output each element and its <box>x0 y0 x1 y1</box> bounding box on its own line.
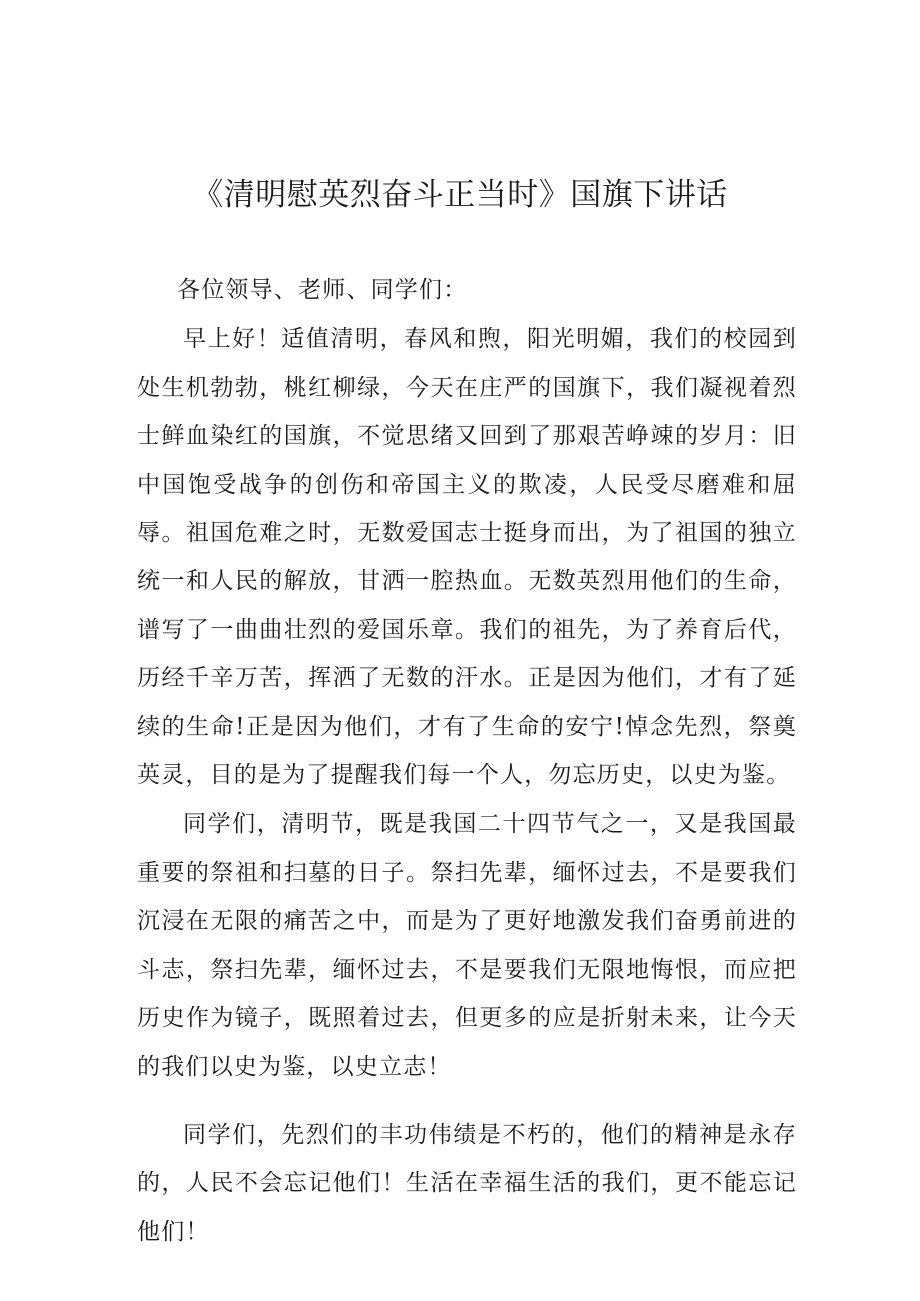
document-body <box>137 266 797 1256</box>
paragraph-3: 同学们，先烈们的丰功伟绩是不朽的，他们的精神是永存的，人民不会忘记他们！生活在幸福生活的我们，更不能忘记他们！ <box>137 1121 797 1245</box>
paragraph-1: 早上好！适值清明，春风和煦，阳光明媚，我们的校园到处生机勃勃，桃红柳绿，今天在庄严的国旗下，我们凝视着烈士鲜血染红的国旗，不觉思绪又回到了那艰苦峥竦的岁月：旧中国饱受战争的创伤和帝国主义的欺凌，人民受尽磨难和屈辱。祖国危难之时，无数爱国志士挺身而出，为了祖国的独立统一和人民的解放，甘洒一腔热血。无数英烈用他们的生命，谱写了一曲曲壮烈的爱国乐章。我们的祖先，为了养育后代，历经千辛万苦，挥洒了无数的汗水。正是因为他们，才有了延续的生命!正是因为他们，才有了生命的安宁!悼念先烈，祭奠英灵，目的是为了提醒我们每一个人，勿忘历史，以史为鉴。 <box>137 326 797 789</box>
paragraph-2: 同学们，清明节，既是我国二十四节气之一，又是我国最重要的祭祖和扫墓的日子。祭扫先辈，缅怀过去，不是要我们沉浸在无限的痛苦之中，而是为了更好地激发我们奋勇前进的斗志，祭扫先辈，缅怀过去，不是要我们无限地悔恨，而应把历史作为镜子，既照着过去，但更多的应是折射未来，让今天的我们以史为鉴，以史立志！ <box>137 811 797 1080</box>
document-title: 《清明慰英烈奋斗正当时》国旗下讲话 <box>192 177 728 213</box>
salutation: 各位领导、老师、同学们： <box>177 277 468 303</box>
